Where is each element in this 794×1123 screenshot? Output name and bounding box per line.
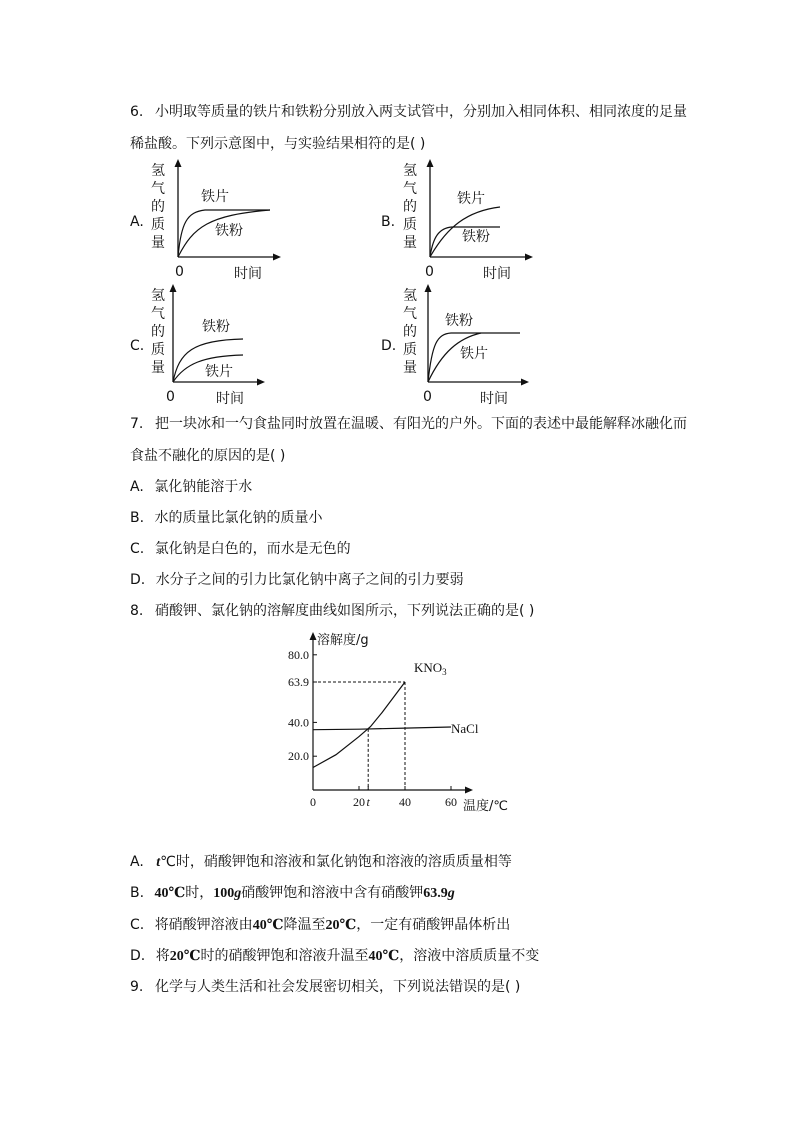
y-label-char: 气 xyxy=(151,306,165,322)
option-text: 水的质量比氯化钠的质量小 xyxy=(154,510,323,526)
y-label-char: 质 xyxy=(403,217,417,233)
option-letter: D. xyxy=(130,572,146,588)
option-text: 降温至 xyxy=(283,917,326,933)
q7-option-d[interactable] xyxy=(130,572,464,588)
curve-label-lower: 铁粉 xyxy=(215,223,243,239)
solubility-chart xyxy=(265,622,535,822)
option-text: 水分子之间的引力比氯化钠中离子之间的引力要弱 xyxy=(155,572,464,588)
series-label-kno3: $KNO_3$ xyxy=(414,660,447,677)
q7-option-c[interactable] xyxy=(130,541,351,557)
series-line-kno3 xyxy=(313,682,405,768)
option-letter: D. xyxy=(130,948,146,964)
chart-y-label: 溶解度/g xyxy=(317,633,369,648)
y-label-char: 量 xyxy=(403,360,417,376)
y-label-char: 氢 xyxy=(403,288,417,304)
origin-label: 0 xyxy=(425,264,434,280)
x-tick-label: t xyxy=(366,795,370,809)
q7-text-line2: 食盐不融化的原因的是( ) xyxy=(130,448,286,464)
math-temp: 20℃ xyxy=(169,949,201,964)
series-line-nacl xyxy=(313,727,451,730)
option-letter: A. xyxy=(130,214,144,230)
q8-text-line1: 硝酸钾、氯化钠的溶解度曲线如图所示，下列说法正确的是( ) xyxy=(155,603,535,619)
curve-label-upper: 铁粉 xyxy=(445,313,473,329)
curve-label-upper: 铁片 xyxy=(457,191,485,207)
option-letter: A. xyxy=(130,479,144,495)
option-text: 氯化钠能溶于水 xyxy=(154,479,253,495)
q8-number: 8. xyxy=(130,603,144,619)
math-temp: 40℃ xyxy=(252,918,284,933)
q8-option-b[interactable] xyxy=(130,885,455,902)
y-label-char: 质 xyxy=(151,217,165,233)
q7-number: 7. xyxy=(130,416,144,432)
math-unit: g xyxy=(447,886,455,901)
q7-text-line1: 把一块冰和一勺食盐同时放置在温暖、有阳光的户外。下面的表述中最能解释冰融化而 xyxy=(155,416,687,432)
x-axis-arrow xyxy=(257,379,265,386)
q9-number: 9. xyxy=(130,979,144,995)
y-label-char: 的 xyxy=(151,199,165,215)
option-text: 将 xyxy=(155,948,170,964)
q6-text-line2: 稀盐酸。下列示意图中，与实验结果相符的是( ) xyxy=(130,136,426,152)
math-var-t: t xyxy=(156,855,161,870)
y-label-char: 气 xyxy=(151,181,165,197)
y-label-char: 氢 xyxy=(151,288,165,304)
y-tick-label: 80.0 xyxy=(288,647,309,662)
chart-y-arrow xyxy=(310,632,317,640)
q8-option-c[interactable] xyxy=(130,917,510,934)
y-label-char: 气 xyxy=(403,306,417,322)
y-label-char: 的 xyxy=(403,324,417,340)
q6-graph-a xyxy=(145,155,280,285)
option-text: ，溶液中溶质质量不变 xyxy=(399,948,540,964)
x-axis-arrow xyxy=(273,254,281,261)
curve-label-upper: 铁粉 xyxy=(202,319,230,335)
q7-option-b[interactable] xyxy=(130,510,323,526)
y-axis-arrow xyxy=(175,159,182,167)
option-text: ，一定有硝酸钾晶体析出 xyxy=(356,917,511,933)
x-tick-label: 40 xyxy=(399,795,411,809)
option-letter: B. xyxy=(381,214,396,230)
origin-label: 0 xyxy=(166,389,175,405)
math-unit: g xyxy=(234,886,242,901)
y-label-char: 氢 xyxy=(151,163,165,179)
option-letter: B. xyxy=(130,885,145,901)
chart-x-arrow xyxy=(465,787,473,794)
y-label-char: 质 xyxy=(403,342,417,358)
x-tick-label: 0 xyxy=(310,795,316,809)
curve-label-lower: 铁粉 xyxy=(462,229,490,245)
option-text: 时的硝酸钾饱和溶液升温至 xyxy=(200,948,369,964)
y-tick-label: 20.0 xyxy=(288,749,309,764)
origin-label: 0 xyxy=(423,389,432,405)
y-label-char: 质 xyxy=(151,342,165,358)
q6-text-line1: 小明取等质量的铁片和铁粉分别放入两支试管中，分别加入相同体积、相同浓度的足量 xyxy=(155,104,687,120)
option-text: ℃时，硝酸钾饱和溶液和氯化钠饱和溶液的溶质质量相等 xyxy=(160,854,512,870)
option-letter: D. xyxy=(381,338,397,354)
math-num: 63.9 xyxy=(423,886,448,901)
curve-label-lower: 铁片 xyxy=(205,364,233,380)
x-tick-label: 20 xyxy=(353,795,365,809)
q6-number: 6. xyxy=(130,104,144,120)
math-num: 100 xyxy=(213,886,235,901)
x-axis-label: 时间 xyxy=(480,391,508,407)
y-tick-label: 40.0 xyxy=(288,715,309,730)
curve-label-upper: 铁片 xyxy=(201,189,229,205)
y-label-char: 的 xyxy=(403,199,417,215)
q8-option-a[interactable] xyxy=(130,854,512,871)
chart-x-label: 温度/℃ xyxy=(463,799,508,814)
option-letter: B. xyxy=(130,510,145,526)
option-letter: C. xyxy=(130,338,145,354)
option-letter: C. xyxy=(130,541,145,557)
option-letter: C. xyxy=(130,917,145,933)
series-label-nacl: NaCl xyxy=(451,721,479,736)
option-letter: A. xyxy=(130,854,144,870)
y-axis-arrow xyxy=(425,284,432,292)
math-temp: 40℃ xyxy=(368,949,400,964)
y-axis-arrow xyxy=(427,159,434,167)
y-label-char: 量 xyxy=(151,235,165,251)
math-temp: 20℃ xyxy=(325,918,357,933)
y-label-char: 氢 xyxy=(403,163,417,179)
y-axis-arrow xyxy=(170,284,177,292)
x-axis-arrow xyxy=(525,254,533,261)
q7-option-a[interactable] xyxy=(130,479,252,495)
q8-option-d[interactable] xyxy=(130,948,539,965)
option-text: 时， xyxy=(185,885,214,901)
y-label-char: 量 xyxy=(403,235,417,251)
y-label-char: 气 xyxy=(403,181,417,197)
x-axis-label: 时间 xyxy=(234,266,262,282)
y-tick-label: 63.9 xyxy=(288,675,309,690)
math-temp: 40℃ xyxy=(154,886,186,901)
q6-graph-c xyxy=(145,280,280,410)
y-label-char: 量 xyxy=(151,360,165,376)
q9-text-line1: 化学与人类生活和社会发展密切相关，下列说法错误的是( ) xyxy=(155,979,521,995)
q6-graph-b xyxy=(397,155,532,285)
option-text: 将硝酸钾溶液由 xyxy=(154,917,253,933)
y-label-char: 的 xyxy=(151,324,165,340)
option-text: 氯化钠是白色的，而水是无色的 xyxy=(154,541,351,557)
option-text: 硝酸钾饱和溶液中含有硝酸钾 xyxy=(241,885,424,901)
x-tick-label: 60 xyxy=(445,795,457,809)
x-axis-arrow xyxy=(521,379,529,386)
x-axis-label: 时间 xyxy=(216,391,244,407)
curve-label-lower: 铁片 xyxy=(460,346,488,362)
origin-label: 0 xyxy=(175,264,184,280)
x-axis-label: 时间 xyxy=(483,266,511,282)
q6-graph-d xyxy=(397,280,532,410)
